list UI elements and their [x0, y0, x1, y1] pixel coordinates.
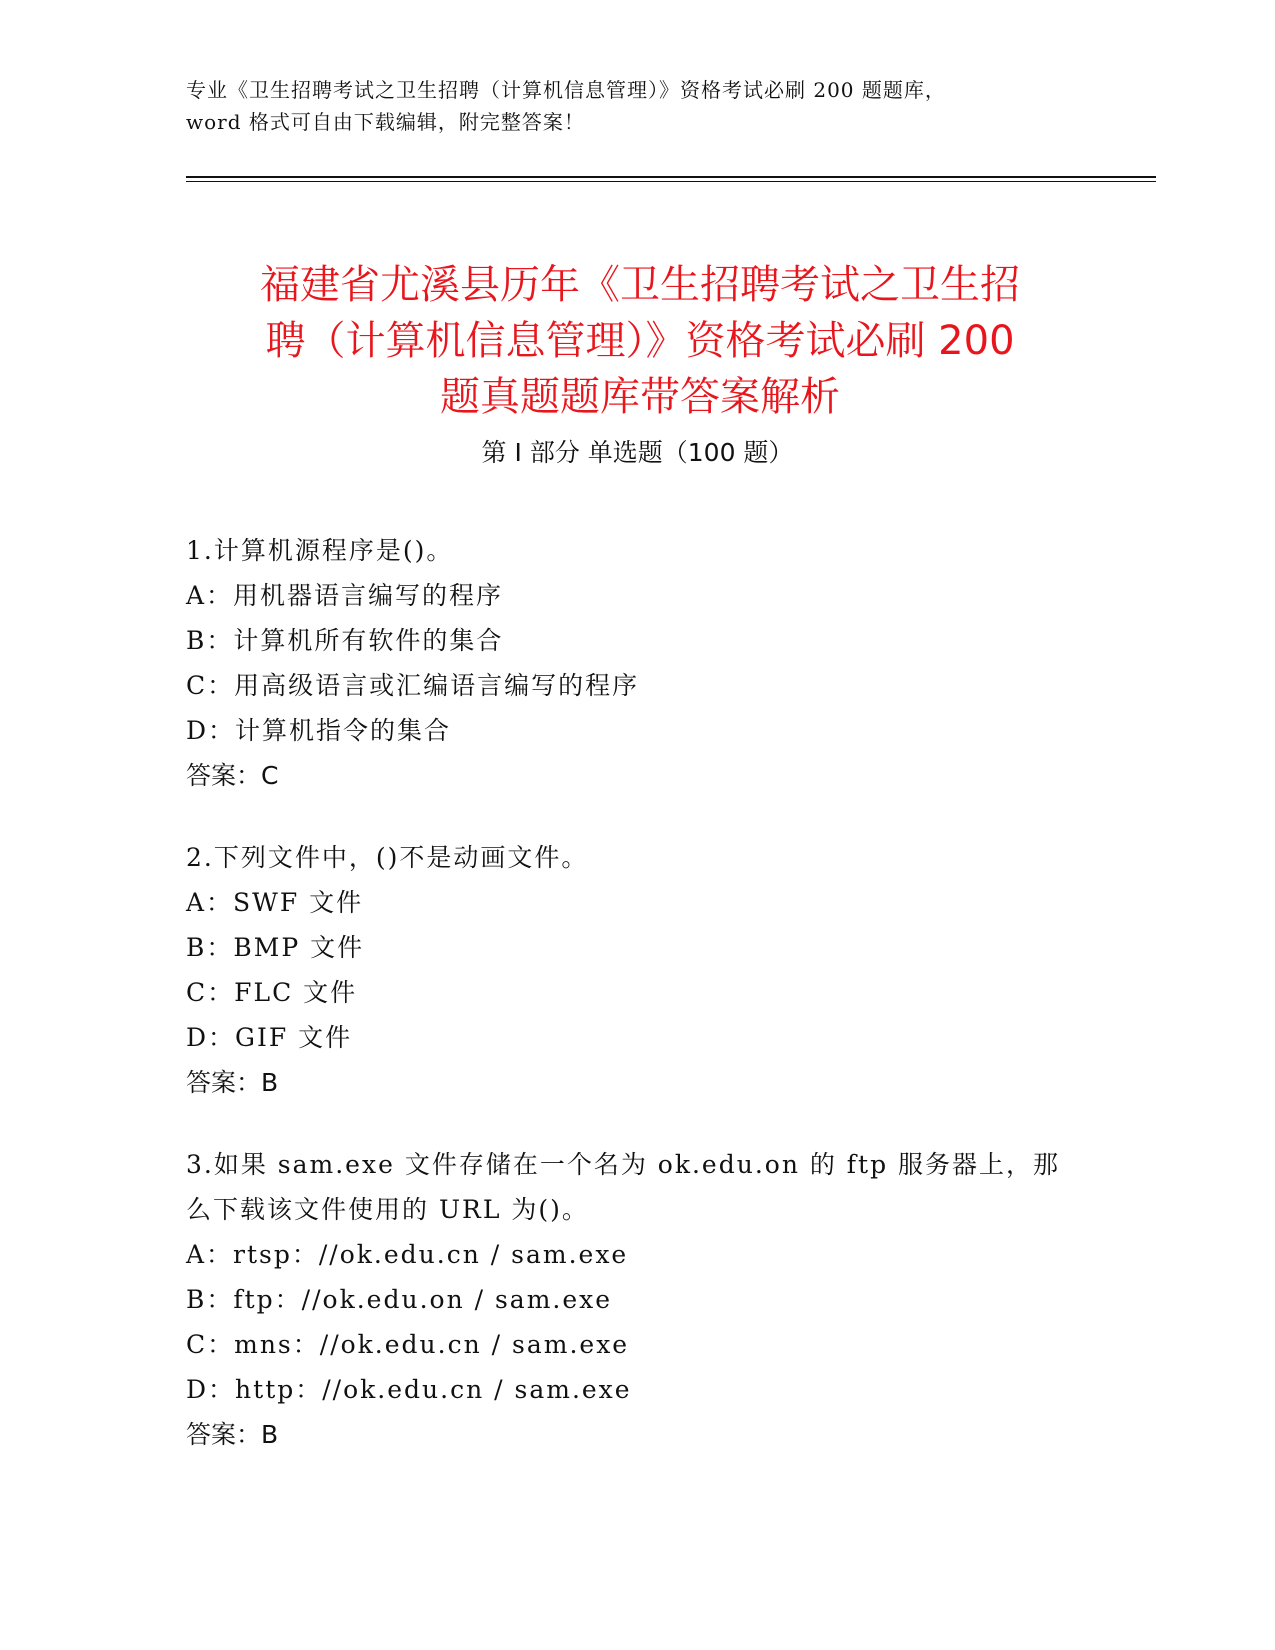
question-item: [186, 835, 1086, 1105]
document-title: [190, 257, 1090, 425]
question-stem: 3.如果 sam.exe 文件存储在一个名为 ok.edu.on 的 ftp 服务器上，那: [186, 1150, 1061, 1179]
header-line: 专业《卫生招聘考试之卫生招聘（计算机信息管理）》资格考试必刷 200 题题库，: [186, 78, 946, 102]
answer: 答案：B: [186, 1420, 279, 1449]
question-stem: 1.计算机源程序是()。: [186, 536, 454, 565]
option-b: B：计算机所有软件的集合: [186, 626, 504, 655]
section-heading: 第 I 部分 单选题（100 题）: [481, 438, 794, 467]
option-d: D：计算机指令的集合: [186, 716, 452, 745]
header-divider: [186, 176, 1156, 178]
option-b: B：ftp：//ok.edu.on / sam.exe: [186, 1285, 613, 1314]
title-line: 福建省尤溪县历年《卫生招聘考试之卫生招: [260, 261, 1020, 308]
question-stem-continued: 么下载该文件使用的 URL 为()。: [186, 1195, 589, 1224]
option-d: D：GIF 文件: [186, 1023, 353, 1052]
title-line: 题真题题库带答案解析: [440, 373, 840, 420]
question-item: [186, 528, 1086, 798]
option-c: C：用高级语言或汇编语言编写的程序: [186, 671, 640, 700]
option-a: A：SWF 文件: [186, 888, 364, 917]
option-d: D：http：//ok.edu.cn / sam.exe: [186, 1375, 632, 1404]
document-header: [186, 74, 1086, 138]
header-divider: [186, 181, 1156, 182]
option-a: A：rtsp：//ok.edu.cn / sam.exe: [186, 1240, 629, 1269]
answer: 答案：C: [186, 761, 279, 790]
question-stem: 2.下列文件中，()不是动画文件。: [186, 843, 589, 872]
option-a: A：用机器语言编写的程序: [186, 581, 504, 610]
title-line: 聘（计算机信息管理）》资格考试必刷 200: [265, 317, 1015, 364]
question-item: [186, 1142, 1086, 1457]
header-line: word 格式可自由下载编辑，附完整答案！: [186, 110, 585, 134]
question-list: [186, 528, 1086, 1494]
option-c: C：mns：//ok.edu.cn / sam.exe: [186, 1330, 630, 1359]
option-c: C：FLC 文件: [186, 978, 358, 1007]
answer: 答案：B: [186, 1068, 279, 1097]
option-b: B：BMP 文件: [186, 933, 365, 962]
